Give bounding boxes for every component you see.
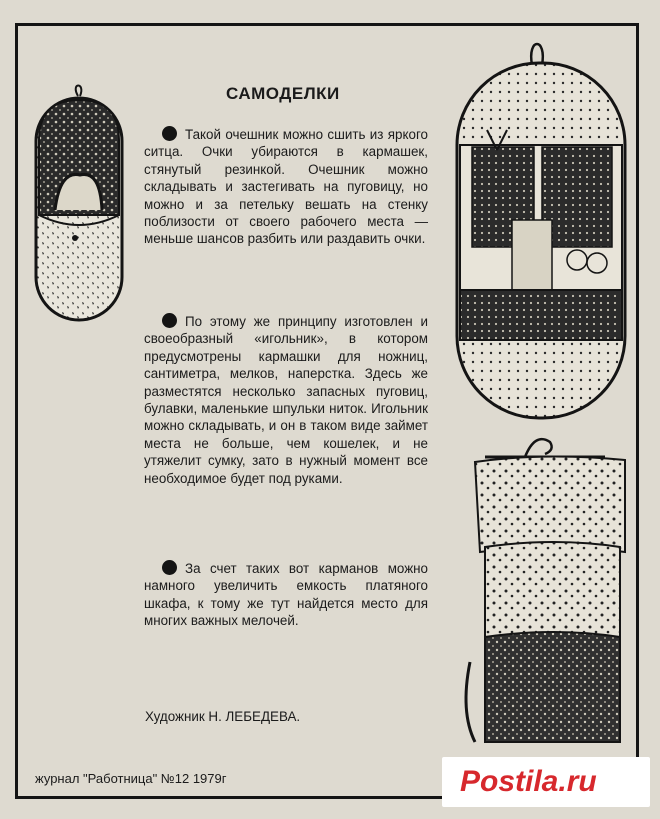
glasses-case-illustration — [30, 80, 130, 325]
paragraph-glasses-case — [144, 126, 428, 248]
article-title: САМОДЕЛКИ — [226, 84, 340, 103]
bullet-dot — [162, 560, 177, 575]
bullet-dot — [162, 126, 177, 141]
source-caption: журнал "Работница" №12 1979г — [35, 771, 227, 786]
paragraph-text: За счет таких вот карманов можно намного увеличить емкость платяного шкафа, к тому же тут найдется место для многих важных мелочей. — [144, 561, 428, 629]
bullet-dot — [162, 313, 177, 328]
paragraph-needle-case — [144, 313, 428, 487]
paragraph-text: Такой очешник можно сшить из яркого ситца. Очки убираются в кармашек, стянутый резинкой. Очешник можно складывать и застегивать на пуговицу, но можно и за петельку вешать на стенку поблизости от своего рабочего места — меньше шансов разбить или раздавить очки. — [144, 127, 428, 247]
needle-case-illustration — [452, 35, 632, 425]
pocket-organizer-illustration — [455, 432, 635, 752]
paragraph-text: По этому же принципу изготовлен и своеобразный «игольник», в котором предусмотрены кармашки для ножниц, сантиметра, мелков, наперстка. Здесь же разместятся несколько запасных пуговиц, булавки, маленькие шпульки ниток. Игольник можно складывать, и он в таком виде займет места не больше, чем кошелек, и не утяжелит сумку, зато в нужный момент все необходимое будет под руками. — [144, 314, 428, 486]
paragraph-pocket-organizer — [144, 560, 428, 630]
watermark-logo: Postila.ru — [442, 757, 650, 807]
artist-credit: Художник Н. ЛЕБЕДЕВА. — [145, 709, 301, 724]
